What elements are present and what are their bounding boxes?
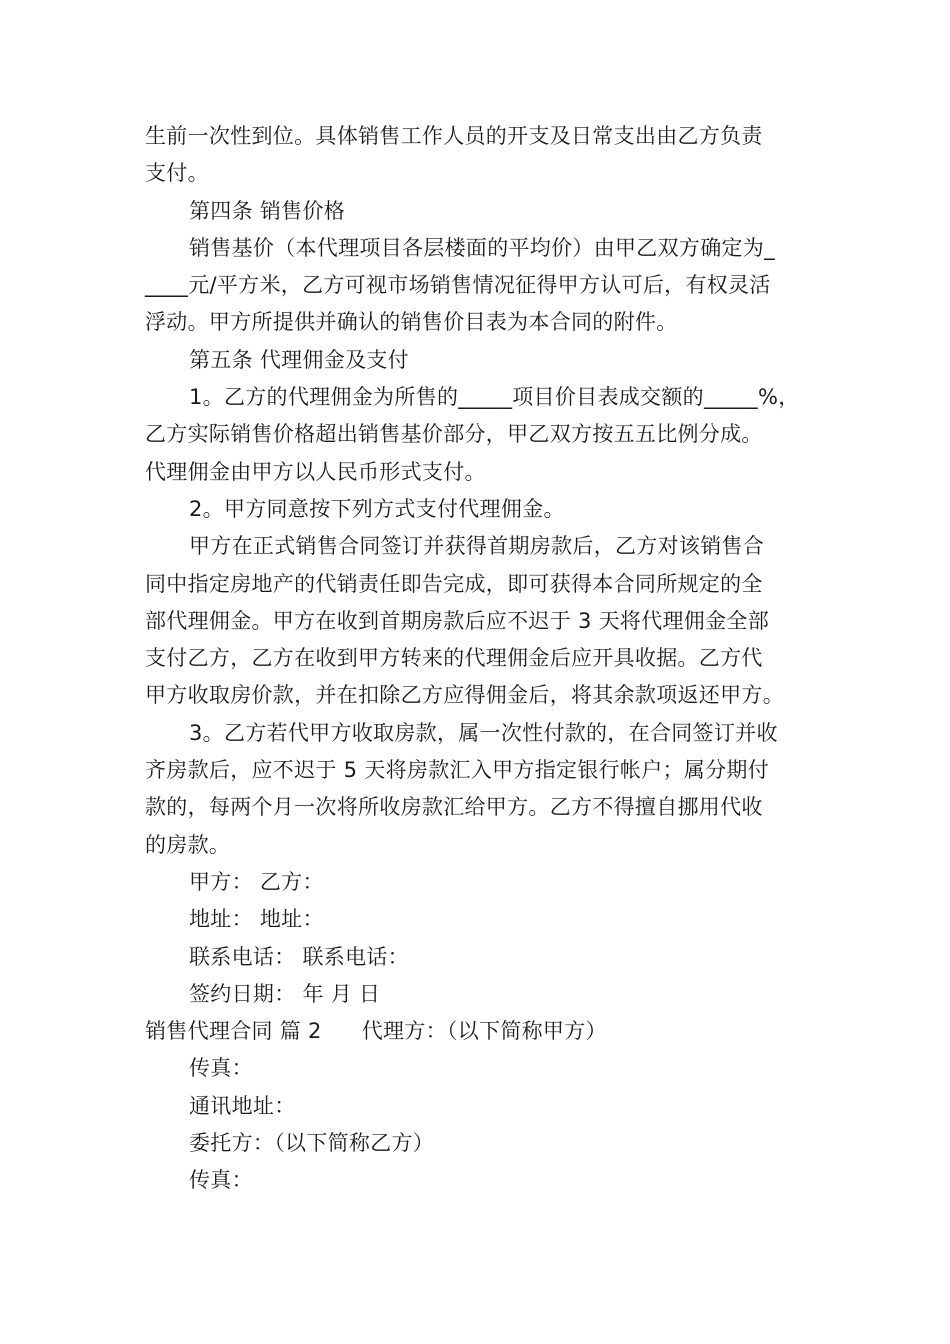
paragraph-line: 2。甲方同意按下列方式支付代理佣金。 <box>189 496 565 521</box>
fax-line: 传真： <box>189 1168 253 1193</box>
article-heading: 第四条 销售价格 <box>189 198 346 223</box>
paragraph-line: 支付。 <box>145 161 209 186</box>
document-body <box>145 118 815 1200</box>
paragraph-line: 浮动。甲方所提供并确认的销售价目表为本合同的附件。 <box>145 310 678 335</box>
paragraph-line: 款的，每两个月一次将所收房款汇给甲方。乙方不得擅自挪用代收 <box>145 795 763 820</box>
paragraph-line: 3。乙方若代甲方收取房款，属一次性付款的，在合同签订并收 <box>189 720 778 745</box>
paragraph-line: 齐房款后，应不迟于 5 天将房款汇入甲方指定银行帐户；属分期付 <box>145 758 770 783</box>
article-heading: 第五条 代理佣金及支付 <box>189 347 409 372</box>
fax-line: 传真： <box>189 1056 253 1081</box>
paragraph-line: 甲方在正式销售合同签订并获得首期房款后，乙方对该销售合 <box>189 534 765 559</box>
paragraph-line: 1。乙方的代理佣金为所售的_____项目价目表成交额的_____%， <box>189 385 800 410</box>
paragraph-line: 乙方实际销售价格超出销售基价部分，甲乙双方按五五比例分成。 <box>145 422 763 447</box>
paragraph-line: 生前一次性到位。具体销售工作人员的开支及日常支出由乙方负责 <box>145 124 763 148</box>
agent-label: 代理方：（以下简称甲方） <box>361 1019 607 1044</box>
signature-date-line: 签约日期： 年 月 日 <box>189 981 381 1006</box>
paragraph-line: 同中指定房地产的代销责任即告完成，即可获得本合同所规定的全 <box>145 571 763 596</box>
paragraph-line: ____元/平方米，乙方可视市场销售情况征得甲方认可后，有权灵活 <box>145 273 771 298</box>
signature-phone-line: 联系电话： 联系电话： <box>189 944 409 969</box>
principal-line: 委托方：（以下简称乙方） <box>189 1131 435 1156</box>
signature-party-line: 甲方： 乙方： <box>189 869 324 894</box>
paragraph-line: 的房款。 <box>145 832 231 857</box>
paragraph-line: 甲方收取房价款，并在扣除乙方应得佣金后，将其余款项返还甲方。 <box>145 683 784 708</box>
paragraph-line: 代理佣金由甲方以人民币形式支付。 <box>145 459 486 484</box>
section-title-line <box>145 1013 815 1050</box>
mailing-address-line: 通讯地址： <box>189 1093 296 1118</box>
section-title: 销售代理合同 篇 2 <box>145 1019 322 1044</box>
paragraph-line: 部代理佣金。甲方在收到首期房款后应不迟于 3 天将代理佣金全部 <box>145 608 770 633</box>
paragraph-line: 支付乙方，乙方在收到甲方转来的代理佣金后应开具收据。乙方代 <box>145 646 763 671</box>
signature-address-line: 地址： 地址： <box>189 907 324 932</box>
paragraph-line: 销售基价（本代理项目各层楼面的平均价）由甲乙双方确定为_ <box>189 235 775 260</box>
